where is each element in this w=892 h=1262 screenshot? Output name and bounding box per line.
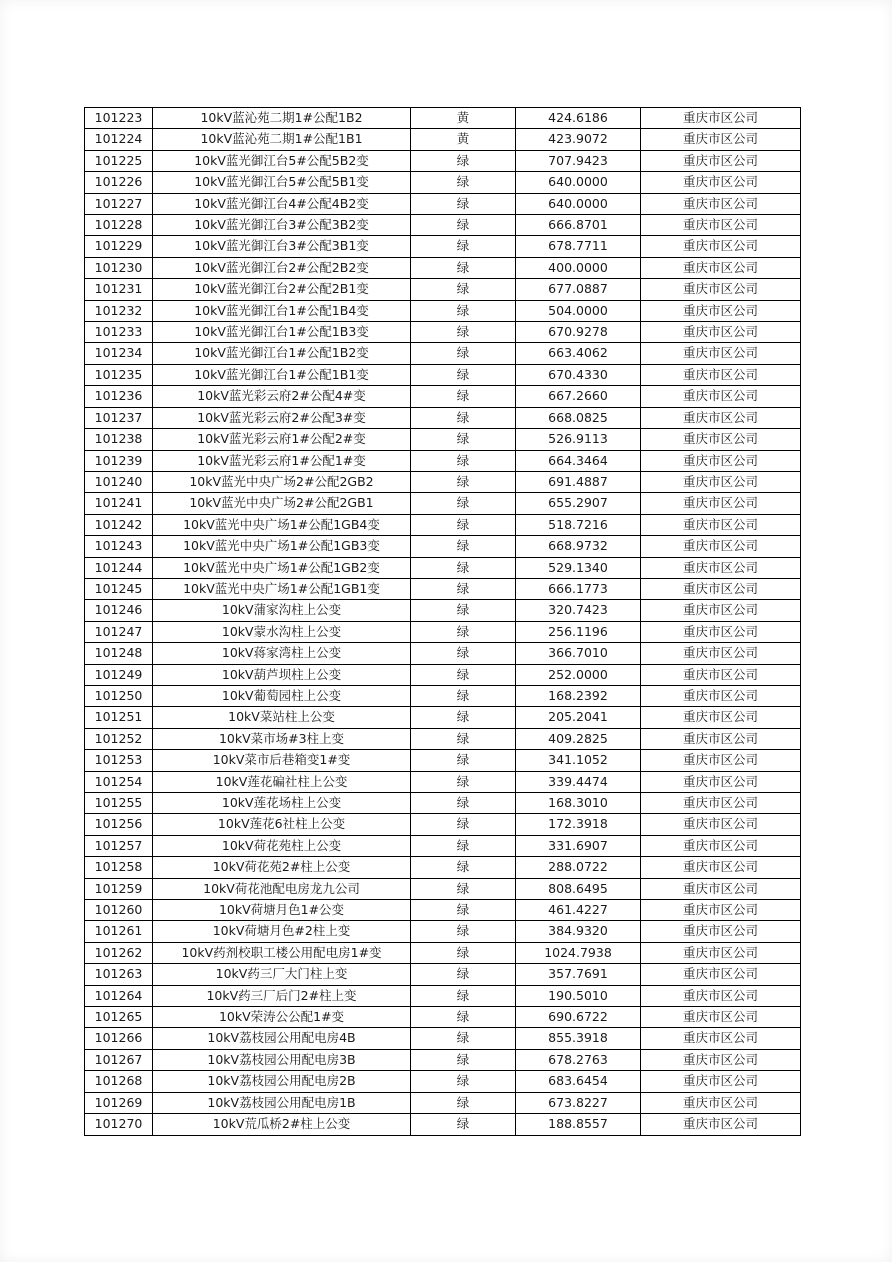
cell-value: 691.4887 (516, 471, 641, 492)
cell-status: 绿 (411, 643, 516, 664)
cell-value: 640.0000 (516, 172, 641, 193)
cell-name: 10kV蓝光彩云府1#公配1#变 (153, 450, 411, 471)
cell-id: 101237 (85, 407, 153, 428)
table-row (85, 129, 801, 150)
cell-id: 101235 (85, 364, 153, 385)
table-row (85, 536, 801, 557)
cell-name: 10kV葡萄园柱上公变 (153, 685, 411, 706)
cell-status: 绿 (411, 1028, 516, 1049)
table-row (85, 150, 801, 171)
cell-id: 101233 (85, 322, 153, 343)
table-row (85, 364, 801, 385)
cell-value: 808.6495 (516, 878, 641, 899)
cell-value: 384.9320 (516, 921, 641, 942)
cell-value: 205.2041 (516, 707, 641, 728)
transformer-table (84, 107, 801, 1136)
cell-status: 绿 (411, 450, 516, 471)
cell-id: 101239 (85, 450, 153, 471)
cell-company: 重庆市区公司 (641, 1049, 801, 1070)
cell-name: 10kV蓝光中央广场1#公配1GB2变 (153, 557, 411, 578)
cell-value: 190.5010 (516, 985, 641, 1006)
cell-id: 101244 (85, 557, 153, 578)
table-row (85, 685, 801, 706)
cell-value: 670.9278 (516, 322, 641, 343)
cell-status: 绿 (411, 835, 516, 856)
cell-company: 重庆市区公司 (641, 1007, 801, 1028)
cell-value: 690.6722 (516, 1007, 641, 1028)
cell-status: 绿 (411, 900, 516, 921)
cell-company: 重庆市区公司 (641, 750, 801, 771)
table-row (85, 985, 801, 1006)
cell-value: 424.6186 (516, 108, 641, 129)
table-row (85, 172, 801, 193)
cell-id: 101245 (85, 578, 153, 599)
table-row (85, 557, 801, 578)
table-row (85, 900, 801, 921)
cell-id: 101240 (85, 471, 153, 492)
cell-name: 10kV荔枝园公用配电房3B (153, 1049, 411, 1070)
cell-company: 重庆市区公司 (641, 664, 801, 685)
table-row (85, 664, 801, 685)
cell-status: 绿 (411, 921, 516, 942)
cell-status: 绿 (411, 300, 516, 321)
cell-status: 绿 (411, 1071, 516, 1092)
cell-value: 683.6454 (516, 1071, 641, 1092)
cell-value: 668.9732 (516, 536, 641, 557)
cell-status: 绿 (411, 536, 516, 557)
cell-status: 绿 (411, 386, 516, 407)
cell-name: 10kV蓝光御江台1#公配1B4变 (153, 300, 411, 321)
cell-value: 855.3918 (516, 1028, 641, 1049)
table-row (85, 1007, 801, 1028)
cell-value: 168.3010 (516, 793, 641, 814)
cell-value: 673.8227 (516, 1092, 641, 1113)
cell-name: 10kV蓝沁苑二期1#公配1B1 (153, 129, 411, 150)
cell-value: 518.7216 (516, 514, 641, 535)
cell-name: 10kV荷花苑2#柱上公变 (153, 857, 411, 878)
cell-value: 666.1773 (516, 578, 641, 599)
table-row (85, 857, 801, 878)
cell-status: 绿 (411, 985, 516, 1006)
cell-value: 320.7423 (516, 600, 641, 621)
cell-name: 10kV荷花苑柱上公变 (153, 835, 411, 856)
cell-id: 101234 (85, 343, 153, 364)
cell-id: 101262 (85, 942, 153, 963)
cell-status: 绿 (411, 771, 516, 792)
cell-company: 重庆市区公司 (641, 921, 801, 942)
cell-name: 10kV荔枝园公用配电房2B (153, 1071, 411, 1092)
table-row (85, 728, 801, 749)
cell-id: 101266 (85, 1028, 153, 1049)
cell-status: 绿 (411, 664, 516, 685)
cell-id: 101261 (85, 921, 153, 942)
cell-status: 绿 (411, 364, 516, 385)
cell-status: 绿 (411, 257, 516, 278)
table-row (85, 1071, 801, 1092)
cell-id: 101270 (85, 1114, 153, 1135)
cell-company: 重庆市区公司 (641, 300, 801, 321)
cell-company: 重庆市区公司 (641, 279, 801, 300)
cell-id: 101264 (85, 985, 153, 1006)
table-row (85, 343, 801, 364)
cell-status: 绿 (411, 343, 516, 364)
cell-company: 重庆市区公司 (641, 771, 801, 792)
cell-status: 绿 (411, 942, 516, 963)
cell-status: 绿 (411, 215, 516, 236)
cell-id: 101223 (85, 108, 153, 129)
table-row (85, 621, 801, 642)
cell-name: 10kV蓝光御江台5#公配5B2变 (153, 150, 411, 171)
cell-value: 252.0000 (516, 664, 641, 685)
cell-name: 10kV蓝光彩云府1#公配2#变 (153, 429, 411, 450)
cell-value: 668.0825 (516, 407, 641, 428)
cell-value: 331.6907 (516, 835, 641, 856)
table-row (85, 964, 801, 985)
table-row (85, 1114, 801, 1135)
cell-name: 10kV荣涛公公配1#变 (153, 1007, 411, 1028)
cell-value: 461.4227 (516, 900, 641, 921)
cell-value: 341.1052 (516, 750, 641, 771)
cell-value: 666.8701 (516, 215, 641, 236)
cell-value: 678.2763 (516, 1049, 641, 1070)
cell-name: 10kV蓝光中央广场2#公配2GB2 (153, 471, 411, 492)
cell-name: 10kV蓝光御江台5#公配5B1变 (153, 172, 411, 193)
cell-id: 101225 (85, 150, 153, 171)
cell-company: 重庆市区公司 (641, 900, 801, 921)
table-row (85, 1028, 801, 1049)
cell-company: 重庆市区公司 (641, 557, 801, 578)
cell-id: 101254 (85, 771, 153, 792)
cell-company: 重庆市区公司 (641, 236, 801, 257)
cell-id: 101251 (85, 707, 153, 728)
cell-company: 重庆市区公司 (641, 471, 801, 492)
cell-name: 10kV荷塘月色#2柱上变 (153, 921, 411, 942)
cell-company: 重庆市区公司 (641, 493, 801, 514)
cell-company: 重庆市区公司 (641, 942, 801, 963)
cell-id: 101249 (85, 664, 153, 685)
transformer-table-container (84, 107, 800, 1136)
cell-status: 绿 (411, 750, 516, 771)
cell-name: 10kV蒙水沟柱上公变 (153, 621, 411, 642)
cell-company: 重庆市区公司 (641, 1114, 801, 1135)
cell-company: 重庆市区公司 (641, 257, 801, 278)
cell-company: 重庆市区公司 (641, 985, 801, 1006)
cell-status: 绿 (411, 279, 516, 300)
table-row (85, 750, 801, 771)
cell-id: 101246 (85, 600, 153, 621)
cell-id: 101243 (85, 536, 153, 557)
cell-name: 10kV蓝光御江台1#公配1B3变 (153, 322, 411, 343)
cell-status: 绿 (411, 1049, 516, 1070)
cell-company: 重庆市区公司 (641, 193, 801, 214)
table-row (85, 215, 801, 236)
cell-id: 101229 (85, 236, 153, 257)
cell-name: 10kV蓝光中央广场1#公配1GB1变 (153, 578, 411, 599)
cell-company: 重庆市区公司 (641, 728, 801, 749)
cell-status: 绿 (411, 1092, 516, 1113)
cell-status: 绿 (411, 471, 516, 492)
cell-name: 10kV蓝光中央广场1#公配1GB4变 (153, 514, 411, 535)
table-row (85, 279, 801, 300)
table-row (85, 236, 801, 257)
table-row (85, 643, 801, 664)
cell-status: 绿 (411, 793, 516, 814)
cell-company: 重庆市区公司 (641, 386, 801, 407)
cell-id: 101268 (85, 1071, 153, 1092)
table-row (85, 771, 801, 792)
table-row (85, 707, 801, 728)
cell-status: 绿 (411, 172, 516, 193)
cell-id: 101253 (85, 750, 153, 771)
cell-company: 重庆市区公司 (641, 621, 801, 642)
cell-id: 101250 (85, 685, 153, 706)
cell-value: 1024.7938 (516, 942, 641, 963)
cell-id: 101252 (85, 728, 153, 749)
cell-name: 10kV药三厂大门柱上变 (153, 964, 411, 985)
cell-name: 10kV菜站柱上公变 (153, 707, 411, 728)
cell-status: 绿 (411, 236, 516, 257)
cell-value: 670.4330 (516, 364, 641, 385)
table-row (85, 942, 801, 963)
cell-name: 10kV药剂校职工楼公用配电房1#变 (153, 942, 411, 963)
cell-name: 10kV蓝光御江台2#公配2B1变 (153, 279, 411, 300)
cell-company: 重庆市区公司 (641, 600, 801, 621)
cell-id: 101269 (85, 1092, 153, 1113)
cell-value: 168.2392 (516, 685, 641, 706)
table-row (85, 600, 801, 621)
cell-status: 绿 (411, 621, 516, 642)
table-row (85, 814, 801, 835)
cell-id: 101227 (85, 193, 153, 214)
cell-value: 667.2660 (516, 386, 641, 407)
cell-id: 101236 (85, 386, 153, 407)
cell-name: 10kV蓝光御江台1#公配1B2变 (153, 343, 411, 364)
cell-status: 绿 (411, 322, 516, 343)
cell-name: 10kV蓝光御江台1#公配1B1变 (153, 364, 411, 385)
cell-name: 10kV荷塘月色1#公变 (153, 900, 411, 921)
table-row (85, 1092, 801, 1113)
cell-value: 366.7010 (516, 643, 641, 664)
cell-name: 10kV蓝光中央广场1#公配1GB3变 (153, 536, 411, 557)
cell-name: 10kV菜市场#3柱上变 (153, 728, 411, 749)
cell-value: 256.1196 (516, 621, 641, 642)
cell-id: 101248 (85, 643, 153, 664)
cell-name: 10kV蓝光彩云府2#公配3#变 (153, 407, 411, 428)
cell-value: 423.9072 (516, 129, 641, 150)
table-row (85, 429, 801, 450)
cell-status: 绿 (411, 150, 516, 171)
cell-id: 101226 (85, 172, 153, 193)
cell-name: 10kV莲花6社柱上公变 (153, 814, 411, 835)
cell-status: 绿 (411, 514, 516, 535)
table-row (85, 578, 801, 599)
cell-value: 339.4474 (516, 771, 641, 792)
cell-value: 504.0000 (516, 300, 641, 321)
cell-id: 101247 (85, 621, 153, 642)
cell-id: 101230 (85, 257, 153, 278)
cell-status: 绿 (411, 814, 516, 835)
cell-status: 绿 (411, 493, 516, 514)
cell-name: 10kV蓝光中央广场2#公配2GB1 (153, 493, 411, 514)
table-body (85, 108, 801, 1136)
cell-company: 重庆市区公司 (641, 514, 801, 535)
cell-company: 重庆市区公司 (641, 835, 801, 856)
cell-value: 678.7711 (516, 236, 641, 257)
table-row (85, 878, 801, 899)
cell-company: 重庆市区公司 (641, 793, 801, 814)
table-row (85, 108, 801, 129)
cell-company: 重庆市区公司 (641, 814, 801, 835)
cell-id: 101224 (85, 129, 153, 150)
cell-company: 重庆市区公司 (641, 1028, 801, 1049)
cell-status: 绿 (411, 407, 516, 428)
table-row (85, 471, 801, 492)
cell-company: 重庆市区公司 (641, 322, 801, 343)
cell-id: 101260 (85, 900, 153, 921)
cell-status: 绿 (411, 878, 516, 899)
cell-value: 172.3918 (516, 814, 641, 835)
cell-status: 绿 (411, 1114, 516, 1135)
cell-id: 101242 (85, 514, 153, 535)
cell-name: 10kV蒋家湾柱上公变 (153, 643, 411, 664)
cell-status: 绿 (411, 964, 516, 985)
cell-company: 重庆市区公司 (641, 108, 801, 129)
cell-value: 357.7691 (516, 964, 641, 985)
cell-id: 101232 (85, 300, 153, 321)
table-row (85, 514, 801, 535)
cell-name: 10kV蓝光御江台3#公配3B2变 (153, 215, 411, 236)
cell-status: 绿 (411, 857, 516, 878)
cell-status: 绿 (411, 429, 516, 450)
cell-value: 640.0000 (516, 193, 641, 214)
cell-value: 409.2825 (516, 728, 641, 749)
cell-id: 101238 (85, 429, 153, 450)
cell-company: 重庆市区公司 (641, 172, 801, 193)
cell-company: 重庆市区公司 (641, 857, 801, 878)
cell-value: 288.0722 (516, 857, 641, 878)
cell-status: 绿 (411, 578, 516, 599)
table-row (85, 835, 801, 856)
cell-company: 重庆市区公司 (641, 429, 801, 450)
cell-company: 重庆市区公司 (641, 578, 801, 599)
cell-name: 10kV蓝光御江台3#公配3B1变 (153, 236, 411, 257)
cell-id: 101267 (85, 1049, 153, 1070)
cell-name: 10kV蓝光御江台4#公配4B2变 (153, 193, 411, 214)
cell-company: 重庆市区公司 (641, 1071, 801, 1092)
cell-id: 101257 (85, 835, 153, 856)
cell-status: 绿 (411, 193, 516, 214)
table-row (85, 450, 801, 471)
table-row (85, 257, 801, 278)
cell-name: 10kV葫芦坝柱上公变 (153, 664, 411, 685)
cell-value: 707.9423 (516, 150, 641, 171)
table-row (85, 921, 801, 942)
cell-name: 10kV莲花碥社柱上公变 (153, 771, 411, 792)
cell-company: 重庆市区公司 (641, 536, 801, 557)
cell-name: 10kV蒲家沟柱上公变 (153, 600, 411, 621)
cell-status: 黄 (411, 129, 516, 150)
cell-id: 101263 (85, 964, 153, 985)
cell-id: 101255 (85, 793, 153, 814)
cell-company: 重庆市区公司 (641, 707, 801, 728)
cell-status: 绿 (411, 1007, 516, 1028)
cell-id: 101256 (85, 814, 153, 835)
cell-name: 10kV蓝光彩云府2#公配4#变 (153, 386, 411, 407)
cell-value: 655.2907 (516, 493, 641, 514)
cell-status: 绿 (411, 600, 516, 621)
cell-company: 重庆市区公司 (641, 685, 801, 706)
cell-name: 10kV蓝沁苑二期1#公配1B2 (153, 108, 411, 129)
table-row (85, 386, 801, 407)
cell-name: 10kV荒瓜桥2#柱上公变 (153, 1114, 411, 1135)
cell-value: 188.8557 (516, 1114, 641, 1135)
cell-company: 重庆市区公司 (641, 150, 801, 171)
cell-id: 101231 (85, 279, 153, 300)
cell-id: 101265 (85, 1007, 153, 1028)
cell-company: 重庆市区公司 (641, 1092, 801, 1113)
cell-id: 101228 (85, 215, 153, 236)
cell-status: 绿 (411, 728, 516, 749)
table-row (85, 193, 801, 214)
cell-name: 10kV蓝光御江台2#公配2B2变 (153, 257, 411, 278)
cell-status: 绿 (411, 707, 516, 728)
cell-status: 黄 (411, 108, 516, 129)
cell-company: 重庆市区公司 (641, 215, 801, 236)
cell-name: 10kV荔枝园公用配电房1B (153, 1092, 411, 1113)
table-row (85, 793, 801, 814)
cell-id: 101241 (85, 493, 153, 514)
cell-name: 10kV莲花场柱上公变 (153, 793, 411, 814)
cell-name: 10kV荔枝园公用配电房4B (153, 1028, 411, 1049)
cell-company: 重庆市区公司 (641, 450, 801, 471)
cell-company: 重庆市区公司 (641, 407, 801, 428)
cell-id: 101259 (85, 878, 153, 899)
cell-value: 529.1340 (516, 557, 641, 578)
cell-company: 重庆市区公司 (641, 643, 801, 664)
cell-company: 重庆市区公司 (641, 878, 801, 899)
table-row (85, 300, 801, 321)
cell-value: 677.0887 (516, 279, 641, 300)
cell-name: 10kV荷花池配电房龙九公司 (153, 878, 411, 899)
cell-status: 绿 (411, 685, 516, 706)
cell-value: 400.0000 (516, 257, 641, 278)
cell-name: 10kV菜市后巷箱变1#变 (153, 750, 411, 771)
cell-company: 重庆市区公司 (641, 964, 801, 985)
cell-value: 664.3464 (516, 450, 641, 471)
cell-name: 10kV药三厂后门2#柱上变 (153, 985, 411, 1006)
table-row (85, 1049, 801, 1070)
cell-company: 重庆市区公司 (641, 364, 801, 385)
table-row (85, 322, 801, 343)
cell-status: 绿 (411, 557, 516, 578)
cell-value: 663.4062 (516, 343, 641, 364)
cell-company: 重庆市区公司 (641, 343, 801, 364)
table-row (85, 493, 801, 514)
table-row (85, 407, 801, 428)
cell-id: 101258 (85, 857, 153, 878)
cell-value: 526.9113 (516, 429, 641, 450)
cell-company: 重庆市区公司 (641, 129, 801, 150)
